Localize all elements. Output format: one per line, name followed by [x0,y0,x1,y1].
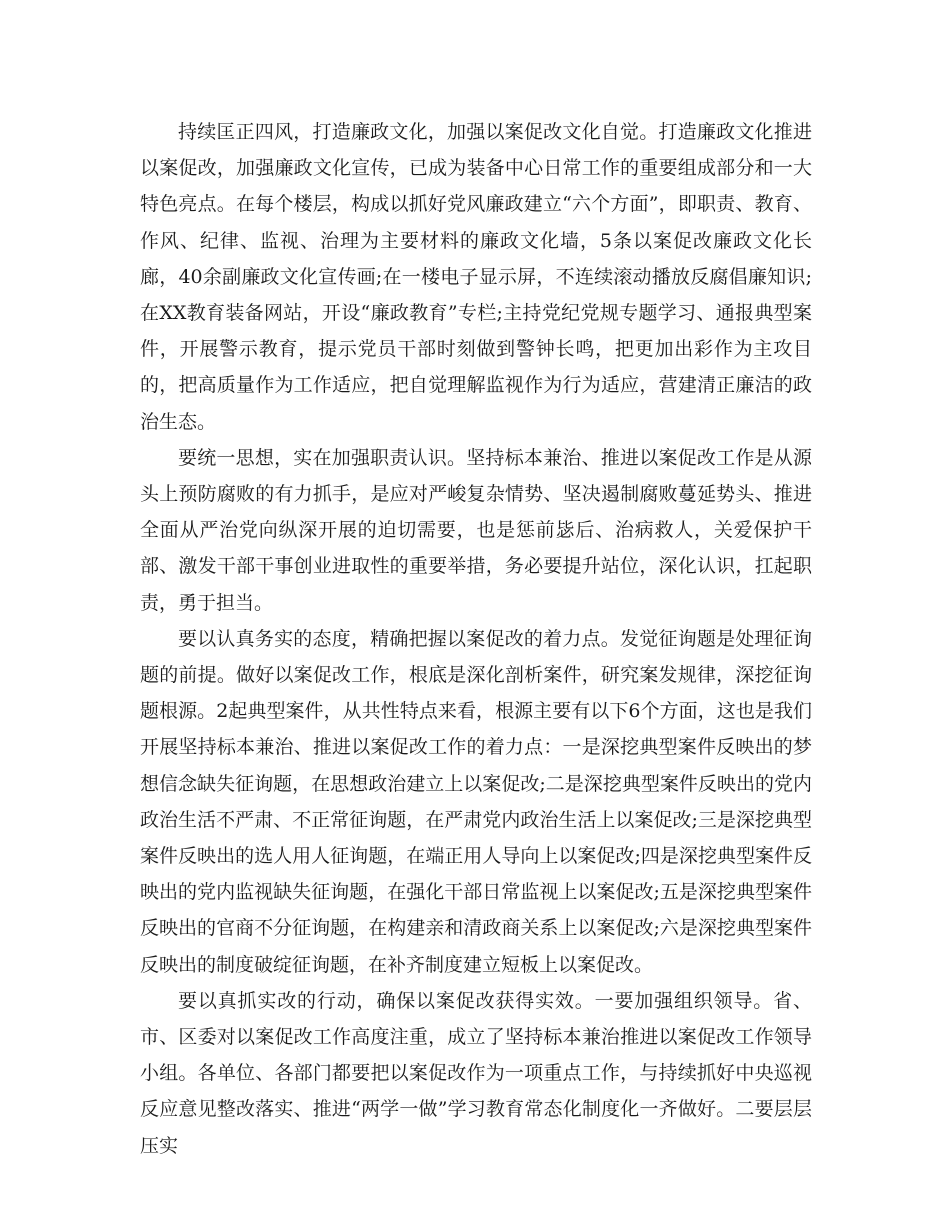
paragraph-focus-points: 要以认真务实的态度，精确把握以案促改的着力点。发觉征询题是处理征询题的前提。做好以案促改工作，根底是深化剖析案件，研究案发规律，深挖征询题根源。2起典型案件，从共性特点来看，根源主要有以下6个方面，这也是我们开展坚持标本兼治、推进以案促改工作的着力点：一是深挖典型案件反映出的梦想信念缺失征询题，在思想政治建立上以案促改;二是深挖典型案件反映出的党内政治生活不严肃、不正常征询题，在严肃党内政治生活上以案促改;三是深挖典型案件反映出的选人用人征询题，在端正用人导向上以案促改;四是深挖典型案件反映出的党内监视缺失征询题，在强化干部日常监视上以案促改;五是深挖典型案件反映出的官商不分征询题，在构建亲和清政商关系上以案促改;六是深挖典型案件反映出的制度破绽征询题，在补齐制度建立短板上以案促改。 [140,627,812,976]
document-body [140,114,812,1164]
paragraph-action: 要以真抓实改的行动，确保以案促改获得实效。一要加强组织领导。省、市、区委对以案促改工作高度注重，成立了坚持标本兼治推进以案促改工作领导小组。各单位、各部门都要把以案促改作为一项重点工作，与持续抓好中央巡视反应意见整改落实、推进“两学一做”学习教育常态化制度化一齐做好。二要层层压实 [140,989,812,1157]
paragraph-thinking: 要统一思想，实在加强职责认识。坚持标本兼治、推进以案促改工作是从源头上预防腐败的有力抓手，是应对严峻复杂情势、坚决遏制腐败蔓延势头、推进全面从严治党向纵深开展的迫切需要，也是惩前毖后、治病救人，关爱保护干部、激发干部干事创业进取性的重要举措，务必要提升站位，深化认识，扛起职责，勇于担当。 [140,446,812,614]
paragraph-culture: 持续匡正四风，打造廉政文化，加强以案促改文化自觉。打造廉政文化推进以案促改，加强廉政文化宣传，已成为装备中心日常工作的重要组成部分和一大特色亮点。在每个楼层，构成以抓好党风廉政建立“六个方面”，即职责、教育、作风、纪律、监视、治理为主要材料的廉政文化墙，5条以案促改廉政文化长廊，40余副廉政文化宣传画;在一楼电子显示屏，不连续滚动播放反腐倡廉知识;在XX教育装备网站，开设“廉政教育”专栏;主持党纪党规专题学习、通报典型案件，开展警示教育，提示党员干部时刻做到警钟长鸣，把更加出彩作为主攻目的，把高质量作为工作适应，把自觉理解监视作为行为适应，营建清正廉洁的政治生态。 [140,121,812,433]
